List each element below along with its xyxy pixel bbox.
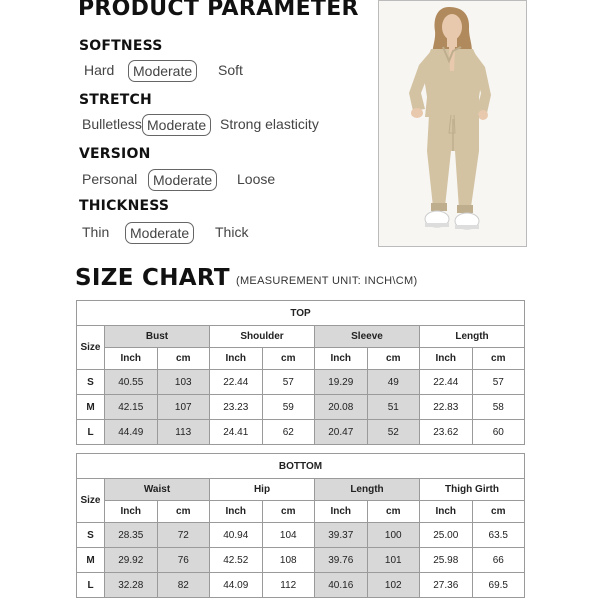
measurement-cell: 113	[157, 420, 210, 445]
measurement-cell: 108	[262, 548, 315, 573]
param-option-selected: Moderate	[142, 114, 211, 136]
measurement-cell: 42.15	[105, 395, 158, 420]
param-option: Thin	[82, 224, 110, 240]
measurement-cell: 52	[367, 420, 420, 445]
unit-header: Inch	[210, 501, 263, 523]
unit-header: Inch	[420, 348, 473, 370]
measurement-cell: 63.5	[472, 523, 525, 548]
param-option: Hard	[84, 62, 115, 78]
param-option: Loose	[237, 171, 276, 187]
size-value: L	[77, 420, 105, 445]
param-option: Personal	[82, 171, 138, 187]
measurement-cell: 62	[262, 420, 315, 445]
group-header: Sleeve	[315, 326, 420, 348]
param-option: Strong elasticity	[220, 116, 319, 132]
unit-header: Inch	[315, 501, 368, 523]
measurement-cell: 22.44	[210, 370, 263, 395]
param-label-thickness: THICKNESS	[79, 198, 170, 214]
measurement-cell: 29.92	[105, 548, 158, 573]
size-value: M	[77, 395, 105, 420]
top-size-table	[76, 300, 525, 445]
measurement-cell: 23.62	[420, 420, 473, 445]
measurement-cell: 27.36	[420, 573, 473, 598]
measurement-cell: 58	[472, 395, 525, 420]
measurement-unit-note: (MEASUREMENT UNIT: INCH\CM)	[236, 275, 418, 287]
size-chart-title: SIZE CHART	[75, 265, 230, 291]
measurement-cell: 20.47	[315, 420, 368, 445]
measurement-cell: 39.37	[315, 523, 368, 548]
measurement-cell: 103	[157, 370, 210, 395]
measurement-cell: 57	[262, 370, 315, 395]
param-option-selected: Moderate	[125, 222, 194, 244]
measurement-cell: 40.55	[105, 370, 158, 395]
measurement-cell: 102	[367, 573, 420, 598]
table-title: TOP	[77, 301, 525, 326]
measurement-cell: 104	[262, 523, 315, 548]
measurement-cell: 20.08	[315, 395, 368, 420]
param-option-selected: Moderate	[128, 60, 197, 82]
measurement-cell: 60	[472, 420, 525, 445]
measurement-cell: 24.41	[210, 420, 263, 445]
measurement-cell: 25.98	[420, 548, 473, 573]
measurement-cell: 28.35	[105, 523, 158, 548]
measurement-cell: 82	[157, 573, 210, 598]
param-label-stretch: STRETCH	[79, 92, 152, 108]
unit-header: Inch	[210, 348, 263, 370]
measurement-cell: 59	[262, 395, 315, 420]
table-row	[77, 548, 525, 573]
group-header: Bust	[105, 326, 210, 348]
measurement-cell: 42.52	[210, 548, 263, 573]
measurement-cell: 40.94	[210, 523, 263, 548]
measurement-cell: 22.44	[420, 370, 473, 395]
unit-header: cm	[157, 348, 210, 370]
group-header: Length	[420, 326, 525, 348]
group-header: Waist	[105, 479, 210, 501]
table-row	[77, 395, 525, 420]
measurement-cell: 40.16	[315, 573, 368, 598]
measurement-cell: 69.5	[472, 573, 525, 598]
measurement-cell: 44.49	[105, 420, 158, 445]
top-size-table-wrapper	[76, 300, 525, 445]
table-row	[77, 573, 525, 598]
table-row	[77, 370, 525, 395]
unit-header: cm	[367, 501, 420, 523]
product-parameter-title: PRODUCT PARAMETER	[78, 0, 359, 21]
table-title: BOTTOM	[77, 454, 525, 479]
param-label-softness: SOFTNESS	[79, 38, 163, 54]
table-row	[77, 420, 525, 445]
measurement-cell: 51	[367, 395, 420, 420]
model-illustration	[379, 1, 526, 246]
size-value: L	[77, 573, 105, 598]
group-header: Hip	[210, 479, 315, 501]
unit-header: Inch	[420, 501, 473, 523]
bottom-size-table	[76, 453, 525, 598]
bottom-size-table-wrapper	[76, 453, 525, 598]
unit-header: cm	[262, 348, 315, 370]
unit-header: cm	[367, 348, 420, 370]
model-photo	[378, 0, 527, 247]
unit-header: cm	[157, 501, 210, 523]
unit-header: cm	[262, 501, 315, 523]
measurement-cell: 66	[472, 548, 525, 573]
measurement-cell: 25.00	[420, 523, 473, 548]
measurement-cell: 101	[367, 548, 420, 573]
measurement-cell: 44.09	[210, 573, 263, 598]
measurement-cell: 112	[262, 573, 315, 598]
size-column-header: Size	[77, 326, 105, 370]
measurement-cell: 19.29	[315, 370, 368, 395]
group-header: Thigh Girth	[420, 479, 525, 501]
measurement-cell: 107	[157, 395, 210, 420]
param-label-version: VERSION	[79, 146, 151, 162]
unit-header: Inch	[105, 501, 158, 523]
face-shape	[442, 14, 462, 40]
size-column-header: Size	[77, 479, 105, 523]
unit-header: Inch	[315, 348, 368, 370]
param-option: Thick	[215, 224, 249, 240]
group-header: Shoulder	[210, 326, 315, 348]
table-row	[77, 523, 525, 548]
measurement-cell: 57	[472, 370, 525, 395]
measurement-cell: 100	[367, 523, 420, 548]
param-option-selected: Moderate	[148, 169, 217, 191]
measurement-cell: 39.76	[315, 548, 368, 573]
measurement-cell: 23.23	[210, 395, 263, 420]
size-value: S	[77, 523, 105, 548]
unit-header: cm	[472, 501, 525, 523]
unit-header: Inch	[105, 348, 158, 370]
measurement-cell: 72	[157, 523, 210, 548]
measurement-cell: 76	[157, 548, 210, 573]
param-option: Soft	[218, 62, 243, 78]
group-header: Length	[315, 479, 420, 501]
measurement-cell: 49	[367, 370, 420, 395]
measurement-cell: 22.83	[420, 395, 473, 420]
size-value: M	[77, 548, 105, 573]
measurement-cell: 32.28	[105, 573, 158, 598]
unit-header: cm	[472, 348, 525, 370]
param-option: Bulletless	[82, 116, 142, 132]
size-value: S	[77, 370, 105, 395]
